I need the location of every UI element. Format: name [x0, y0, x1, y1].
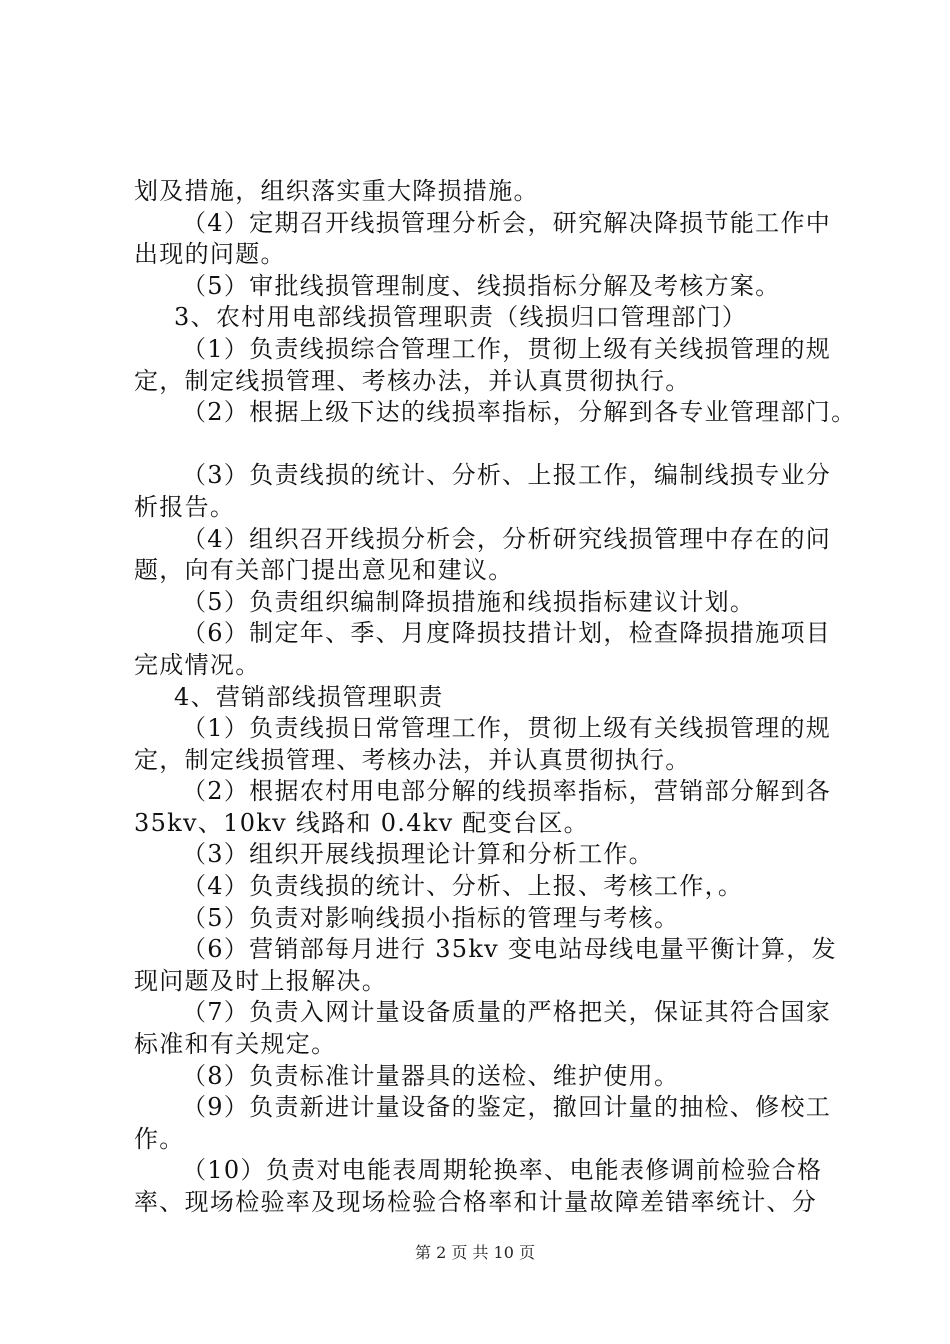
- text-line: 析报告。: [134, 492, 236, 521]
- body-text: [134, 176, 857, 1219]
- page-footer: 第 2 页 共 10 页: [415, 1243, 535, 1262]
- text-line: （4）组织召开线损分析会，分析研究线损管理中存在的问: [182, 524, 832, 553]
- text-line: 率、现场检验率及现场检验合格率和计量故障差错率统计、分: [134, 1188, 818, 1216]
- text-line: 4、营销部线损管理职责: [174, 682, 444, 711]
- text-line: （6）营销部每月进行 35kv 变电站母线电量平衡计算，发: [182, 935, 837, 964]
- text-line: 划及措施，组织落实重大降损措施。: [134, 177, 539, 205]
- text-line: （4）负责线损的统计、分析、上报、考核工作，。: [182, 872, 744, 901]
- text-line: 定，制定线损管理、考核办法，并认真贯彻执行。: [134, 366, 691, 395]
- text-line: 标准和有关规定。: [134, 1030, 337, 1059]
- text-line: 定，制定线损管理、考核办法，并认真贯彻执行。: [134, 745, 691, 774]
- text-line: （5）负责组织编制降损措施和线损指标建议计划。: [182, 587, 756, 616]
- text-line: （9）负责新进计量设备的鉴定，撤回计量的抽检、修校工: [182, 1093, 832, 1122]
- text-line: 3、农村用电部线损管理职责（线损归口管理部门）: [174, 303, 748, 332]
- text-line: 出现的问题。: [134, 240, 286, 269]
- text-line: （6）制定年、季、月度降损技措计划，检查降损措施项目: [182, 619, 832, 648]
- text-line: 作。: [134, 1124, 185, 1153]
- text-line: （5）负责对影响线损小指标的管理与考核。: [182, 903, 680, 932]
- text-line: 35kv、10kv 线路和 0.4kv 配变台区。: [134, 808, 589, 837]
- text-line: 完成情况。: [134, 650, 261, 679]
- text-line: （5）审批线损管理制度、线损指标分解及考核方案。: [182, 271, 781, 300]
- blank-line: [134, 429, 844, 461]
- text-line: （1）负责线损日常管理工作，贯彻上级有关线损管理的规: [182, 714, 832, 743]
- text-line: （7）负责入网计量设备质量的严格把关，保证其符合国家: [182, 998, 832, 1027]
- text-line: （1）负责线损综合管理工作，贯彻上级有关线损管理的规: [182, 334, 832, 363]
- text-line: （2）根据上级下达的线损率指标，分解到各专业管理部门。: [182, 398, 857, 427]
- text-line: 现问题及时上报解决。: [134, 966, 387, 995]
- text-line: （3）负责线损的统计、分析、上报工作，编制线损专业分: [182, 461, 832, 490]
- text-line: （2）根据农村用电部分解的线损率指标，营销部分解到各: [182, 777, 832, 806]
- text-line: 题，向有关部门提出意见和建议。: [134, 556, 514, 585]
- text-line: （8）负责标准计量器具的送检、维护使用。: [182, 1061, 680, 1090]
- text-line: （3）组织开展线损理论计算和分析工作。: [182, 840, 654, 869]
- text-line: （10）负责对电能表周期轮换率、电能表修调前检验合格: [182, 1156, 823, 1185]
- text-line: （4）定期召开线损管理分析会，研究解决降损节能工作中: [182, 208, 832, 237]
